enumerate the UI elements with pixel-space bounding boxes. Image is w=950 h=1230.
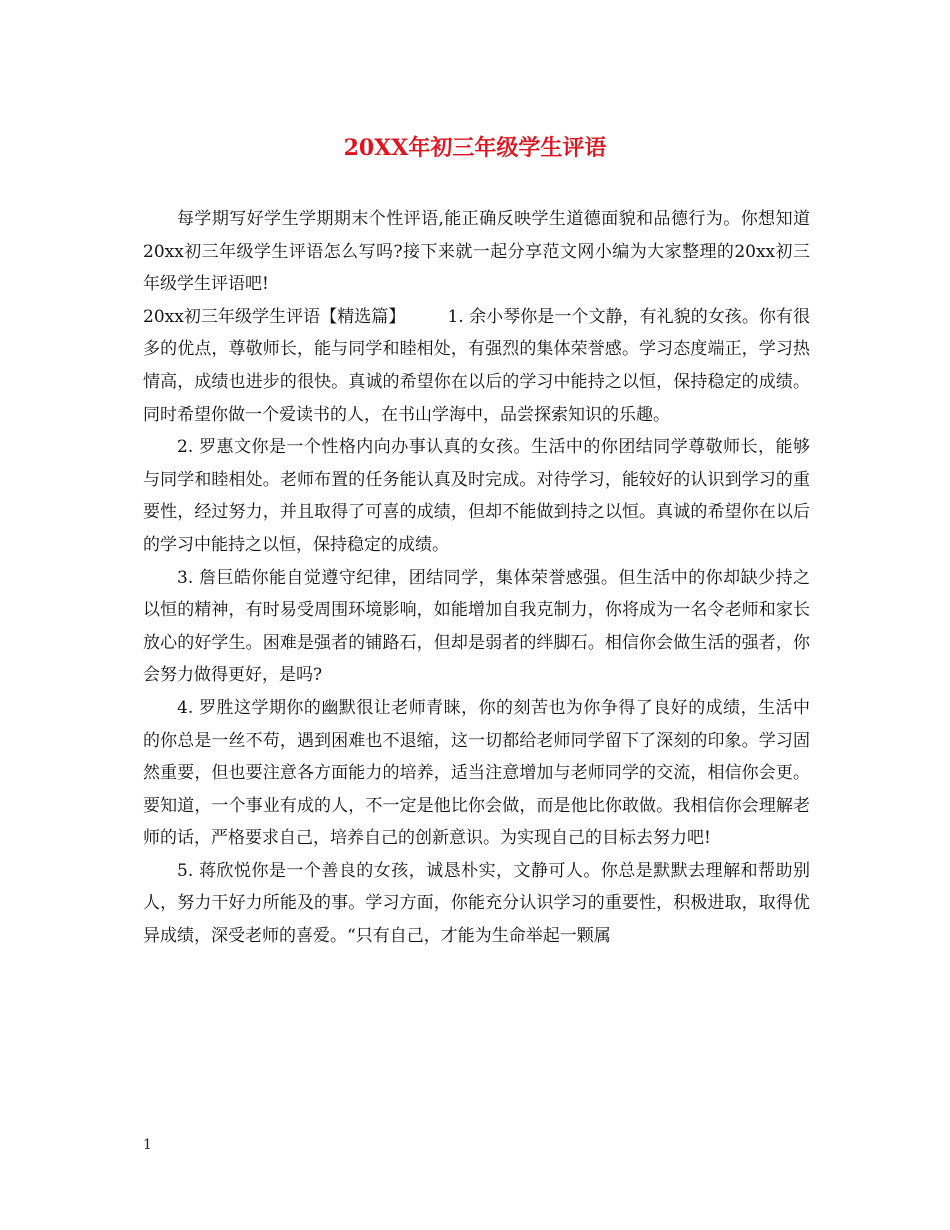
section-paragraph (143, 301, 810, 431)
intro-paragraph: 每学期写好学生学期期末个性评语,能正确反映学生道德面貌和品德行为。你想知道20xx初三年级学生评语怎么写吗?接下来就一起分享范文网小编为大家整理的20xx初三年级学生评语吧! (143, 209, 810, 295)
document-title: 20XX年初三年级学生评语 (343, 135, 607, 161)
comment-item-4: 4. 罗胜这学期你的幽默很让老师青睐，你的刻苦也为你争得了良好的成绩，生活中的你总是一丝不苟，遇到困难也不退缩，这一切都给老师同学留下了深刻的印象。学习固然重要，但也要注意各方面能力的培养，适当注意增加与老师同学的交流，相信你会更。要知道，一个事业有成的人，不一定是他比你会做，而是他比你敢做。我相信你会理解老师的话，严格要求自己，培养自己的创新意识。为实现自己的目标去努力吧! (143, 697, 810, 849)
section-heading: 20xx初三年级学生评语【精选篇】 (143, 306, 406, 327)
comment-item-1: 1. 余小琴你是一个文静，有礼貌的女孩。你有很多的优点，尊敬师长，能与同学和睦相处，有强烈的集体荣誉感。学习态度端正，学习热情高，成绩也进步的很快。真诚的希望你在以后的学习中能持之以恒，保持稳定的成绩。同时希望你做一个爱读书的人，在书山学海中，品尝探索知识的乐趣。 (143, 306, 810, 425)
comment-item-3: 3. 詹巨皓你能自觉遵守纪律，团结同学，集体荣誉感强。但生活中的你却缺少持之以恒的精神，有时易受周围环境影响，如能增加自我克制力，你将成为一名令老师和家长放心的好学生。困难是强者的铺路石，但却是弱者的绊脚石。相信你会做生活的强者，你会努力做得更好，是吗? (143, 567, 810, 686)
document-body (143, 203, 810, 953)
comment-item-2: 2. 罗惠文你是一个性格内向办事认真的女孩。生活中的你团结同学尊敬师长，能够与同学和睦相处。老师布置的任务能认真及时完成。对待学习，能较好的认识到学习的重要性，经过努力，并且取得了可喜的成绩，但却不能做到持之以恒。真诚的希望你在以后的学习中能持之以恒，保持稳定的成绩。 (143, 437, 810, 555)
page-number: 1 (143, 1137, 152, 1153)
comment-item-5: 5. 蒋欣悦你是一个善良的女孩，诚恳朴实，文静可人。你总是默默去理解和帮助别人，努力干好力所能及的事。学习方面，你能充分认识学习的重要性，积极进取，取得优异成绩，深受老师的喜爱。“只有自己，才能为生命举起一颗属 (143, 860, 810, 947)
